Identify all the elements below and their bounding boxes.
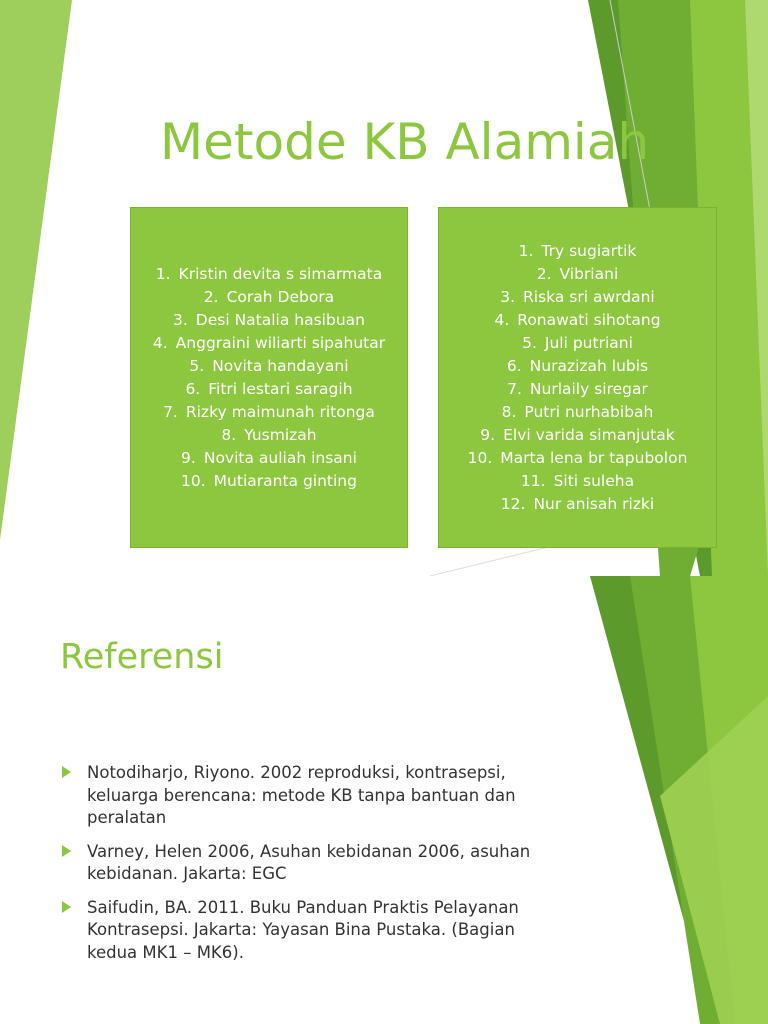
list-number: 8.	[501, 402, 517, 421]
name-list-item	[153, 309, 385, 332]
member-name: Nurlaily siregar	[529, 379, 648, 398]
member-name: Novita auliah insani	[203, 448, 357, 467]
list-number: 7.	[507, 379, 522, 398]
name-list-item	[153, 424, 385, 447]
references-title: Referensi	[60, 637, 224, 677]
list-number: 5.	[522, 333, 537, 352]
list-number: 4.	[152, 333, 168, 352]
list-number: 1.	[518, 241, 534, 260]
member-name: Putri nurhabibah	[524, 402, 654, 421]
references-list	[60, 762, 550, 975]
name-list-item	[468, 332, 688, 355]
list-number: 11.	[520, 471, 546, 490]
member-name: Nurazizah lubis	[529, 356, 649, 375]
list-number: 7.	[163, 402, 178, 421]
list-number: 6.	[506, 356, 522, 375]
member-name: Try sugiartik	[541, 241, 637, 260]
member-name: Mutiaranta ginting	[213, 471, 357, 490]
member-name: Riska sri awrdani	[523, 287, 655, 306]
name-list-item	[468, 401, 688, 424]
member-name: Siti suleha	[553, 471, 635, 490]
name-list-item	[468, 286, 688, 309]
list-number: 10.	[467, 448, 493, 467]
name-list-item	[153, 332, 385, 355]
name-list-item	[153, 378, 385, 401]
group-right-list	[468, 240, 688, 516]
member-name: Corah Debora	[226, 287, 335, 306]
member-name: Desi Natalia hasibuan	[195, 310, 365, 329]
reference-item	[60, 841, 550, 886]
list-number: 1.	[155, 264, 171, 283]
name-list-item	[468, 309, 688, 332]
name-list-item	[153, 286, 385, 309]
name-list-item	[468, 263, 688, 286]
member-name: Elvi varida simanjutak	[503, 425, 675, 444]
list-number: 4.	[494, 310, 510, 329]
name-list-item	[153, 470, 385, 493]
name-list-item	[153, 401, 385, 424]
triangle-bullet-icon	[62, 845, 71, 857]
member-name: Fitri lestari saragih	[208, 379, 353, 398]
reference-item	[60, 897, 550, 965]
member-name: Juli putriani	[544, 333, 633, 352]
list-number: 3.	[500, 287, 516, 306]
list-number: 6.	[185, 379, 201, 398]
member-name: Kristin devita s simarmata	[178, 264, 383, 283]
name-list-item	[468, 240, 688, 263]
list-number: 12.	[500, 494, 526, 513]
list-number: 8.	[221, 425, 237, 444]
member-name: Anggraini wiliarti sipahutar	[175, 333, 386, 352]
name-list-item	[468, 470, 688, 493]
group-left-box	[130, 207, 408, 548]
triangle-bullet-icon	[62, 901, 71, 913]
reference-text: Saifudin, BA. 2011. Buku Panduan Praktis Pelayanan Kontrasepsi. Jakarta: Yayasan Bina Pustaka. (Bagian kedua MK1 – MK6).	[87, 897, 519, 962]
member-name: Nur anisah rizki	[533, 494, 655, 513]
list-number: 5.	[189, 356, 205, 375]
list-number: 9.	[181, 448, 196, 467]
name-list-item	[468, 493, 688, 516]
member-name: Ronawati sihotang	[517, 310, 661, 329]
list-number: 2.	[536, 264, 552, 283]
name-list-item	[153, 447, 385, 470]
list-number: 2.	[203, 287, 219, 306]
member-name: Rizky maimunah ritonga	[185, 402, 375, 421]
reference-text: Varney, Helen 2006, Asuhan kebidanan 2006, asuhan kebidanan. Jakarta: EGC	[87, 841, 531, 883]
list-number: 3.	[173, 310, 188, 329]
triangle-bullet-icon	[62, 766, 71, 778]
name-list-item	[468, 355, 688, 378]
left-green-shard	[0, 0, 72, 540]
name-list-item	[468, 378, 688, 401]
name-list-item	[153, 355, 385, 378]
group-right-box	[438, 207, 717, 548]
member-name: Vibriani	[559, 264, 619, 283]
reference-text: Notodiharjo, Riyono. 2002 reproduksi, kontrasepsi, keluarga berencana: metode KB tanpa bantuan dan peralatan	[87, 763, 516, 827]
slide-referensi	[0, 576, 768, 1024]
reference-item	[60, 762, 550, 830]
member-name: Marta lena br tapubolon	[500, 448, 688, 467]
list-number: 9.	[480, 425, 496, 444]
name-list-item	[468, 424, 688, 447]
group-left-list	[153, 263, 385, 493]
member-name: Novita handayani	[212, 356, 349, 375]
member-name: Yusmizah	[244, 425, 317, 444]
slide-title: Metode KB Alamiah	[160, 113, 650, 171]
name-list-item	[468, 447, 688, 470]
name-list-item	[153, 263, 385, 286]
list-number: 10.	[181, 471, 206, 490]
